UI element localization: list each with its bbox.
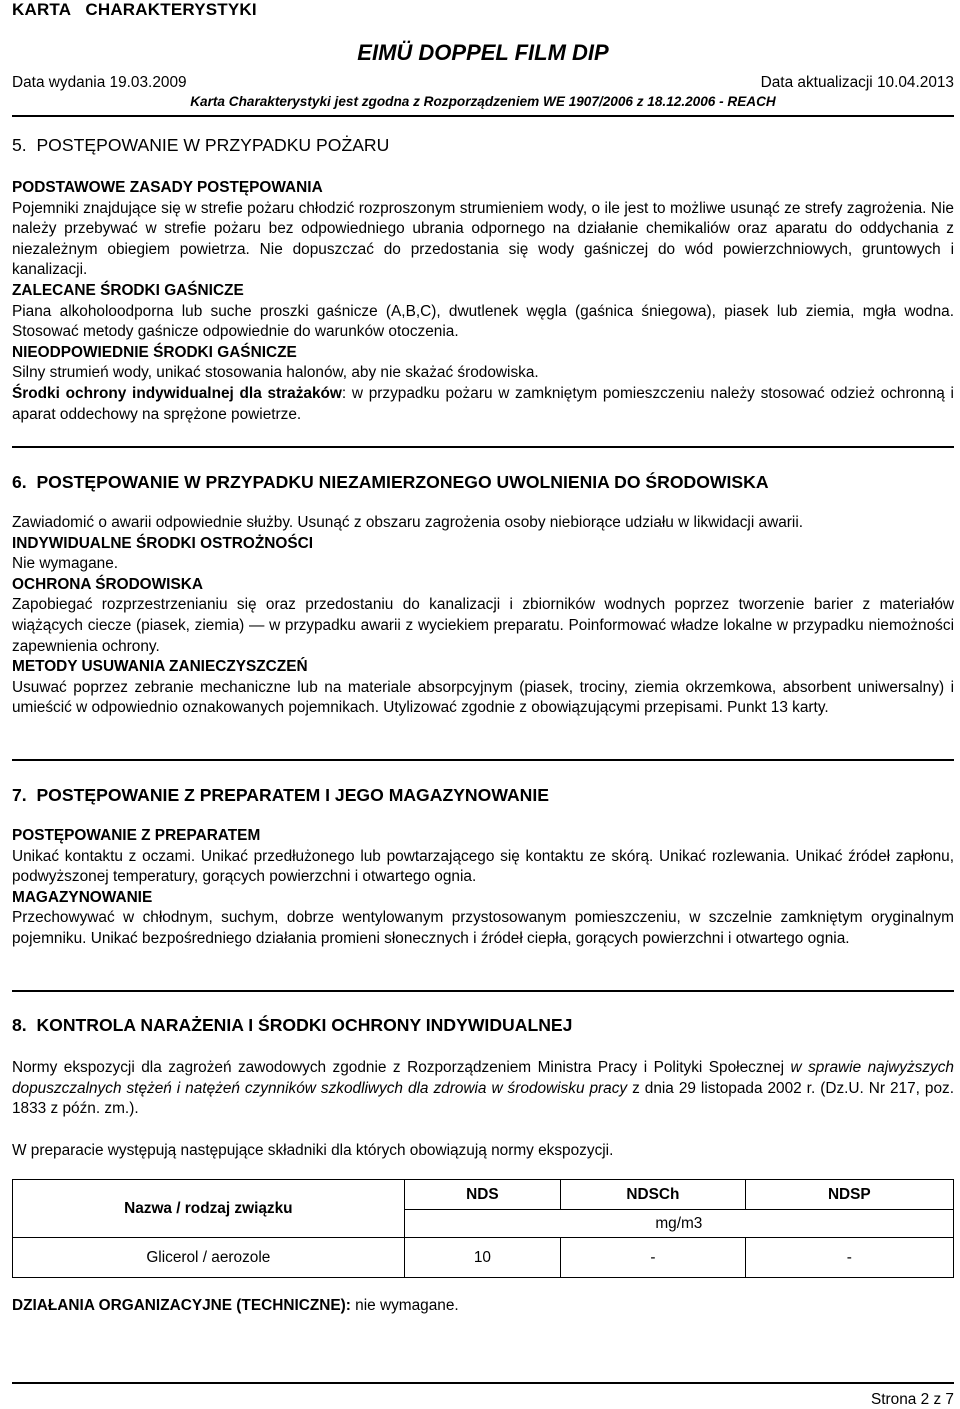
page-number: Strona 2 z 7	[871, 1391, 954, 1408]
section-5-title: 5. POSTĘPOWANIE W PRZYPADKU POŻARU	[12, 135, 390, 155]
organizational-label: DZIAŁANIA ORGANIZACYJNE (TECHNICZNE):	[12, 1297, 351, 1314]
section-6-heading-environment: OCHRONA ŚRODOWISKA	[12, 575, 203, 593]
section-6-paragraph-personal: Nie wymagane.	[12, 555, 119, 573]
section-5-heading-recommended: ZALECANE ŚRODKI GAŚNICZE	[12, 281, 244, 299]
table-cell-ndsch: -	[561, 1238, 745, 1278]
firefighters-text: : w przypadku pożaru w zamkniętym pomieszczeniu należy stosować odzież ochronną i aparat oddechowy na sprężone powietrze.	[12, 384, 954, 423]
section-7-paragraph-storage: Przechowywać w chłodnym, suchym, dobrze wentylowanym przystosowanym pomieszczeniu, w szczelnie zamkniętym oryginalnym pojemniku. Unikać bezpośredniego działania promieni słonecznych i źródeł ciepła, gorących powierzchni i otwartego ognia.	[12, 909, 954, 947]
section-7	[12, 784, 954, 950]
section-8-title: 8. KONTROLA NARAŻENIA I ŚRODKI OCHRONY INDYWIDUALNEJ	[12, 1015, 573, 1035]
section-5	[12, 134, 954, 425]
update-date: Data aktualizacji 10.04.2013	[760, 74, 954, 91]
footer-divider	[12, 1382, 954, 1384]
table-cell-nds: 10	[404, 1238, 561, 1278]
organizational-value: nie wymagane.	[350, 1297, 459, 1314]
regulation-note: Karta Charakterystyki jest zgodna z Rozporządzeniem WE 1907/2006 z 18.12.2006 - REACH	[190, 94, 776, 109]
norms-text-b: z dnia 29 listopada 2002 r. (Dz.U. Nr 217, poz. 1833 z późn. zm.).	[12, 1079, 954, 1118]
norms-text-a: Normy ekspozycji dla zagrożeń zawodowych zgodnie z Rozporządzeniem Ministra Pracy i Polityki Społecznej	[12, 1059, 791, 1076]
issue-date: Data wydania 19.03.2009	[12, 74, 187, 91]
section-5-heading-unsuitable: NIEODPOWIEDNIE ŚRODKI GAŚNICZE	[12, 343, 297, 361]
document-title: KARTA CHARAKTERYSTYKI	[12, 0, 257, 19]
section-5-paragraph-firefighters	[12, 384, 954, 425]
organizational-measures	[12, 1296, 954, 1317]
section-6-divider	[12, 759, 954, 761]
section-5-paragraph-recommended: Piana alkoholoodporna lub suche proszki gaśnicze (A,B,C), dwutlenek węgla (gaśnica śniegowa), piasek lub ziemia, mgła wodna. Stosować metody gaśnicze odpowiednie do warunków otoczenia.	[12, 302, 954, 341]
section-5-paragraph-basic: Pojemniki znajdujące się w strefie pożaru chłodzić rozproszonym strumieniem wody, o ile jest to możliwe usunąć ze strefy zagrożenia. Nie należy przebywać w strefie pożaru bez odpowiedniego ubrania odpornego na działanie chemikaliów oraz aparatu do oddychania z niezależnym obiegiem powietrza. Nie dopuszczać do przedostania się wody gaśniczej do wód powierzchniowych, gruntowych i kanalizacji.	[12, 199, 954, 279]
section-6-heading-cleanup: METODY USUWANIA ZANIECZYSZCZEŃ	[12, 658, 308, 676]
table-header-nds: NDS	[404, 1180, 561, 1210]
section-6-paragraph-environment: Zapobiegać rozprzestrzenianiu się oraz przedostaniu do kanalizacji i zbiorników wodnych poprzez tworzenie barier z materiałów wiążących ciecze (piasek, ziemia) — w przypadku awarii z wyciekiem preparatu. Poinformować władze lokalne w przypadku niemożności zapewnienia ochrony.	[12, 596, 954, 655]
norms-regulation-title: w sprawie najwyższych dopuszczalnych stężeń i natężeń czynników szkodliwych dla zdrowia w środowisku pracy	[12, 1059, 954, 1097]
section-7-heading-handling: POSTĘPOWANIE Z PREPARATEM	[12, 827, 261, 844]
table-header-ndsch: NDSCh	[561, 1180, 745, 1210]
table-cell-name: Glicerol / aerozole	[13, 1238, 405, 1278]
section-6-paragraph-notify: Zawiadomić o awarii odpowiednie służby. Usunąć z obszaru zagrożenia osoby niebiorące udziału w likwidacji awarii.	[12, 514, 804, 531]
header-divider	[12, 115, 954, 117]
table-header-name: Nazwa / rodzaj związku	[13, 1180, 405, 1238]
section-8	[12, 1014, 954, 1161]
section-6-heading-personal: INDYWIDUALNE ŚRODKI OSTROŻNOŚCI	[12, 534, 313, 552]
firefighters-label: Środki ochrony indywidualnej dla strażaków	[12, 384, 342, 402]
section-6-title: 6. POSTĘPOWANIE W PRZYPADKU NIEZAMIERZONEGO UWOLNIENIA DO ŚRODOWISKA	[12, 472, 769, 492]
section-7-divider	[12, 990, 954, 992]
section-7-heading-storage: MAGAZYNOWANIE	[12, 888, 153, 906]
section-8-paragraph-components: W preparacie występują następujące składniki dla których obowiązują normy ekspozycji.	[12, 1141, 614, 1159]
section-8-paragraph-norms	[12, 1058, 954, 1120]
product-name: EIMÜ DOPPEL FILM DIP	[357, 40, 609, 65]
table-unit: mg/m3	[404, 1210, 953, 1238]
table-row	[13, 1238, 954, 1278]
section-5-heading-basic: PODSTAWOWE ZASADY POSTĘPOWANIA	[12, 179, 323, 196]
exposure-table	[12, 1179, 954, 1278]
table-header-ndsp: NDSP	[745, 1180, 953, 1210]
section-8-organizational	[12, 1296, 954, 1317]
section-5-paragraph-unsuitable: Silny strumień wody, unikać stosowania halonów, aby nie skażać środowiska.	[12, 364, 539, 382]
section-6-paragraph-cleanup: Usuwać poprzez zebranie mechaniczne lub na materiale absorpcyjnym (piasek, trociny, ziemia okrzemkowa, absorbent uniwersalny) i umieścić w odpowiednio oznakowanych pojemnikach. Utylizować zgodnie z obowiązującymi przepisami. Punkt 13 karty.	[12, 678, 954, 717]
section-6	[12, 471, 954, 719]
section-5-divider	[12, 446, 954, 448]
section-7-paragraph-handling: Unikać kontaktu z oczami. Unikać przedłużonego lub powtarzającego się kontaktu ze skórą. Unikać rozlewania. Unikać źródeł zapłonu, podwyższonej temperatury, gorących powierzchni i otwartego ognia.	[12, 847, 954, 886]
table-cell-ndsp: -	[745, 1238, 953, 1278]
section-7-title: 7. POSTĘPOWANIE Z PREPARATEM I JEGO MAGAZYNOWANIE	[12, 785, 549, 805]
